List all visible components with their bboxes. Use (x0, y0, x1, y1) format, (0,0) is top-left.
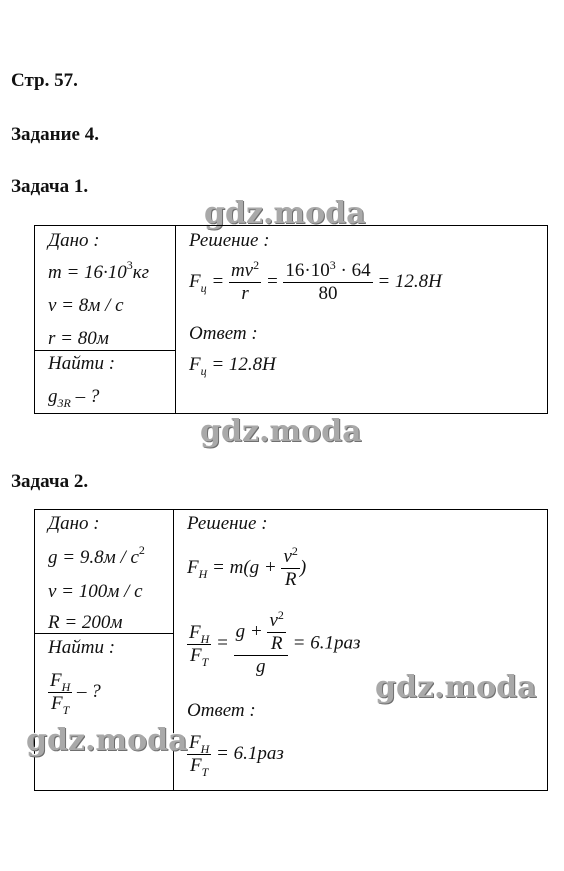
task1-solution-cell (176, 226, 548, 414)
assignment-heading: Задание 4. (11, 124, 99, 145)
task1-table (34, 225, 548, 414)
given-speed: v = 8м / с (48, 295, 124, 316)
task2-find-cell (35, 634, 174, 791)
given-label: Дано : (48, 230, 100, 251)
given-mass: $m = 16\cdot 10^3кг$ (48, 258, 150, 283)
task1-find-cell (35, 351, 176, 414)
watermark: gdz.moda (375, 670, 537, 705)
page-number: Стр. 57. (11, 70, 78, 91)
watermark: gdz.moda (200, 414, 362, 449)
task2-heading: Задача 2. (11, 471, 89, 492)
given-label: Дано : (48, 513, 100, 534)
ratio-formula: $\frac{F_H}{F_T}$ = g + $\frac{v^2}{R}$ g = 6.1раз (189, 608, 361, 677)
given-gravity: $g = 9.8м / с^2$ (48, 543, 145, 568)
task2-solution-cell (174, 510, 548, 791)
given-radius: R = 200м (48, 612, 123, 633)
solution-label: Решение : (189, 230, 270, 251)
watermark: gdz.moda (26, 723, 188, 758)
find-label: Найти : (48, 637, 116, 658)
given-speed: v = 100м / с (48, 581, 143, 602)
answer-value: $F_ц = 12.8H$ (189, 354, 276, 378)
solution-label: Решение : (187, 513, 268, 534)
find-label: Найти : (48, 353, 116, 374)
find-item: $\frac{F_H}{F_T}$ – ? (50, 670, 101, 717)
watermark: gdz.moda (204, 196, 366, 231)
task2-given-cell (35, 510, 174, 634)
task1-given-cell (35, 226, 176, 351)
find-item: $g_{3R}$ – ? (48, 386, 100, 410)
given-radius: r = 80м (48, 328, 109, 349)
task1-heading: Задача 1. (11, 176, 89, 197)
normal-force-formula: $F_H = m(g$ + $\frac{v^2}{R}$ ) (187, 544, 307, 590)
answer-label: Ответ : (187, 700, 256, 721)
answer-label: Ответ : (189, 323, 258, 344)
answer-value: $\frac{F_H}{F_T}$ = 6.1раз (189, 732, 284, 779)
centripetal-formula: $F_ц$ = $\frac{mv^2}{r}$ = $\frac{16\cdot 10^3 \cdot 64}{80}$ = 12.8H (189, 258, 442, 304)
